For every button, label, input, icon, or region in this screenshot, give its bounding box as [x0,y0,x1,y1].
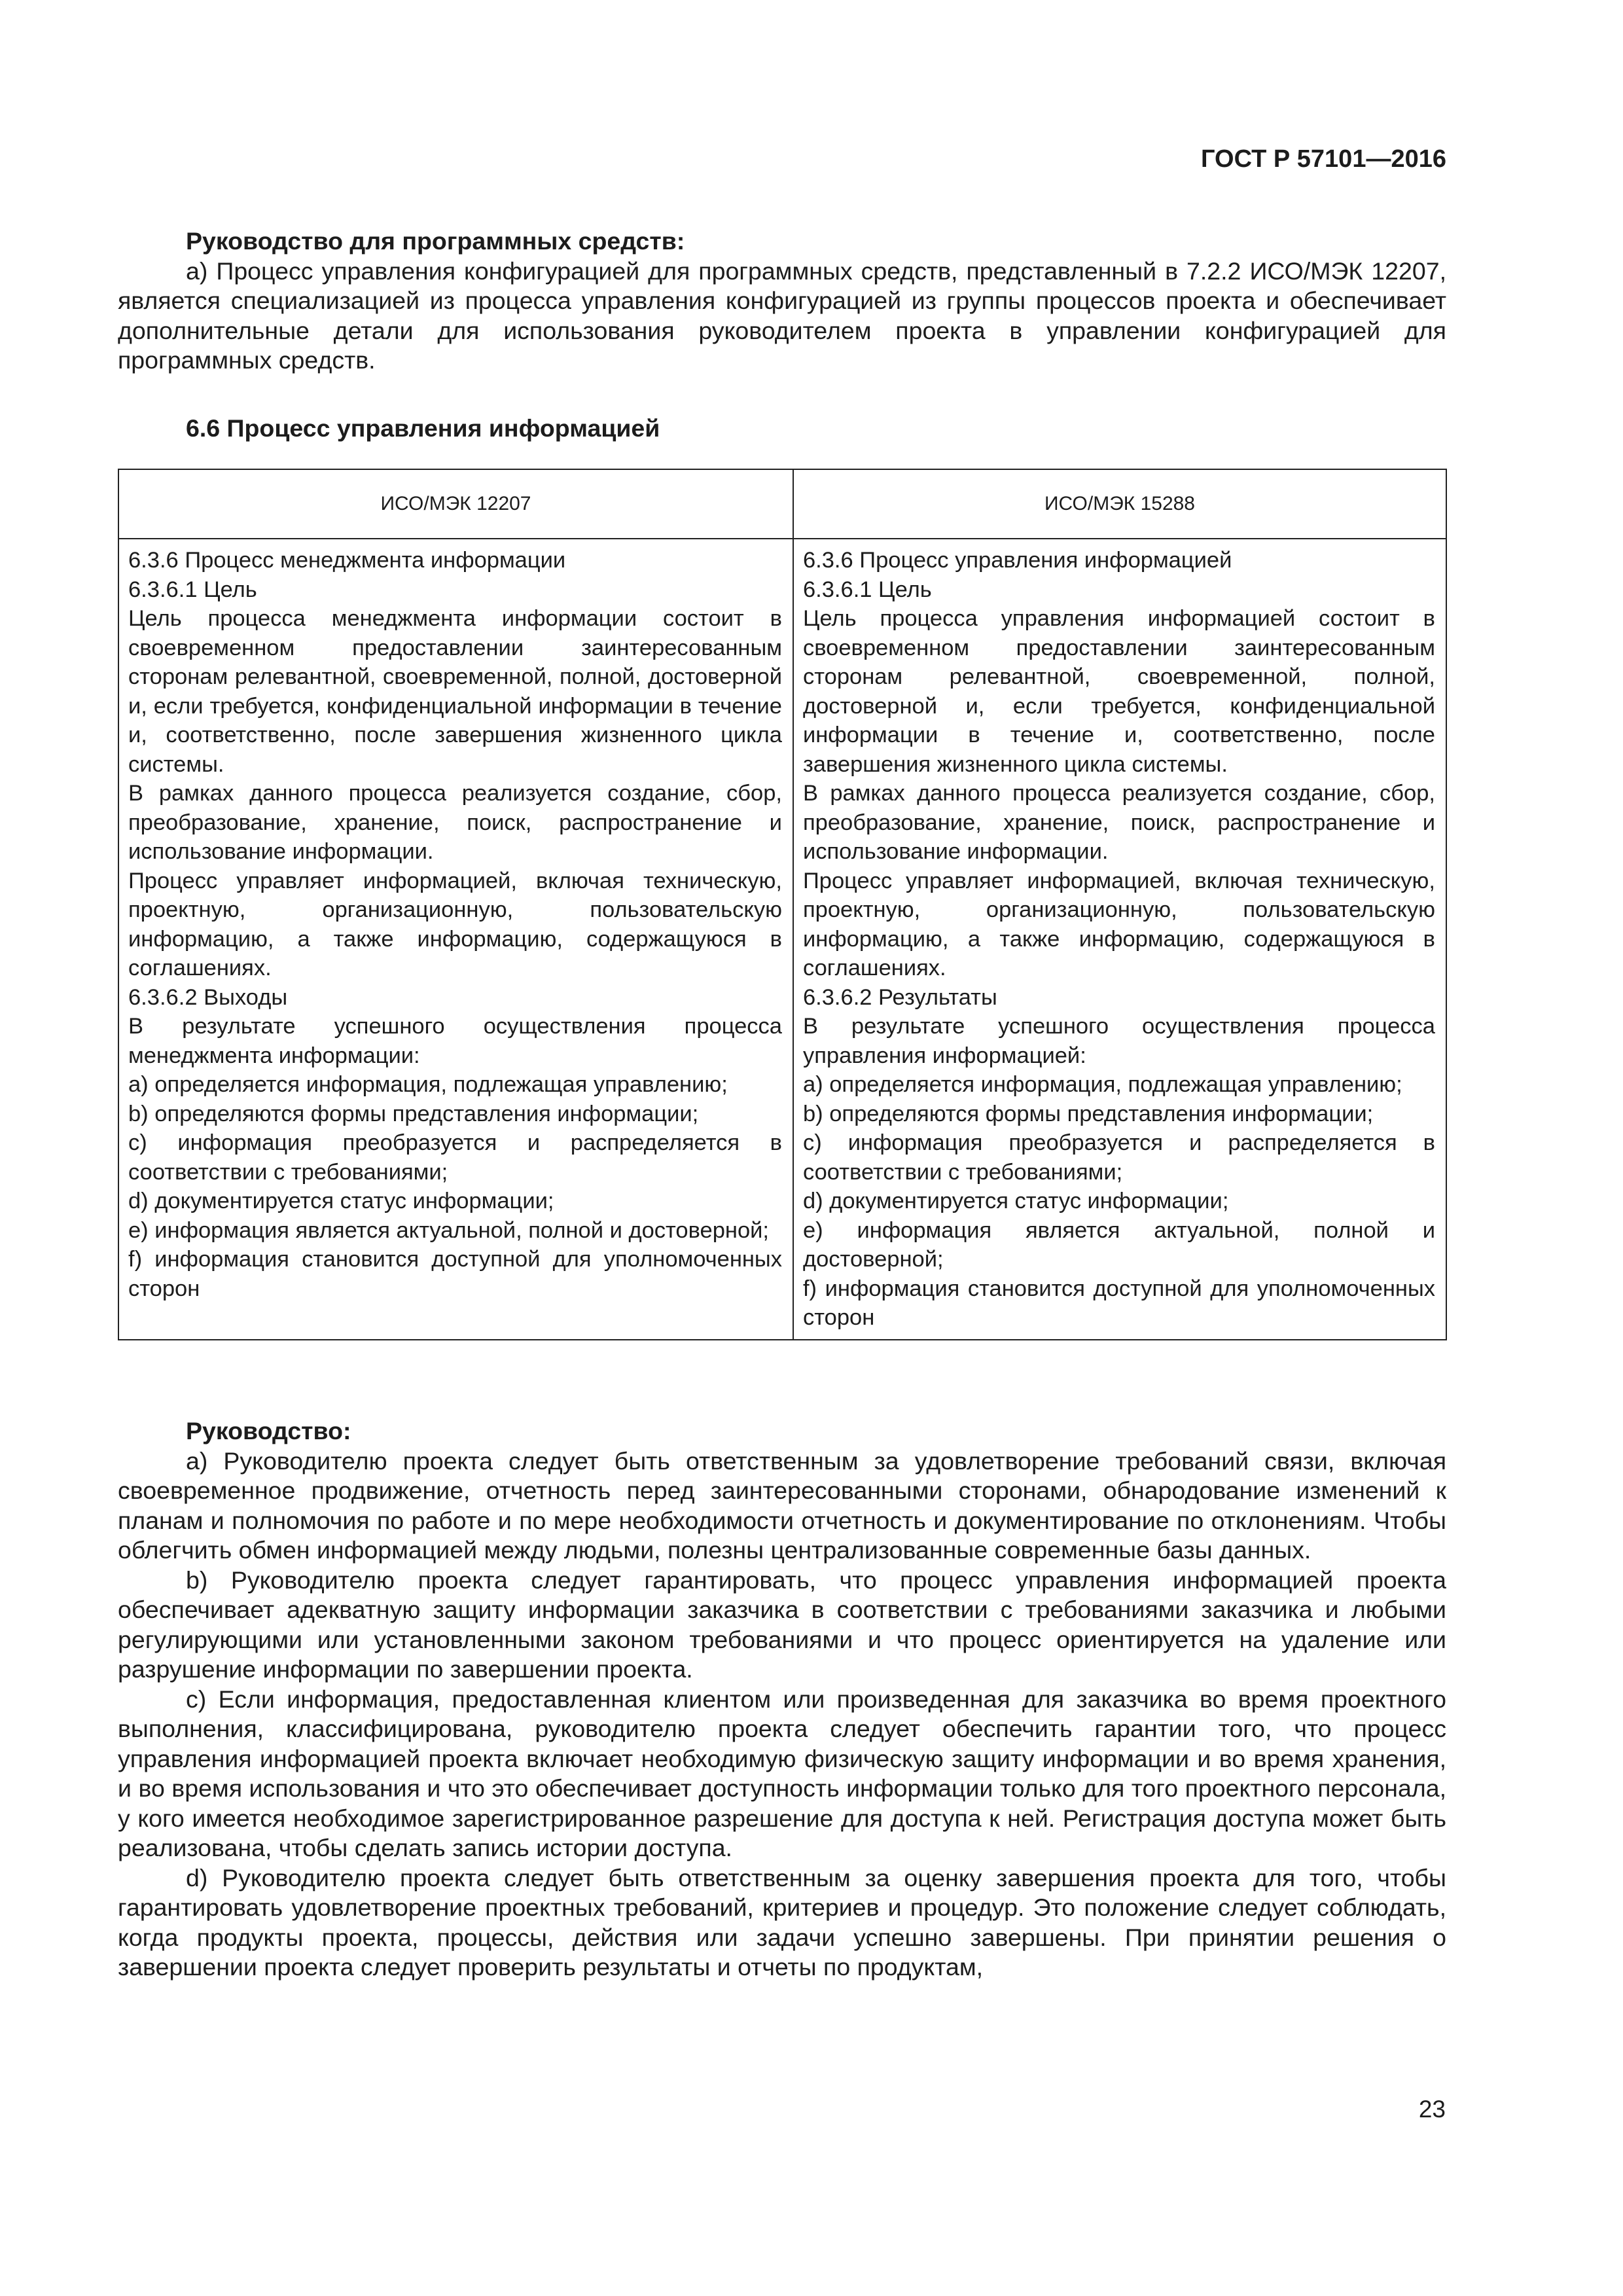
cell-line: В результате успешного осуществления процесса управления информацией: [802,1014,1435,1068]
right-cell [793,539,1446,1340]
comparison-table [118,469,1447,1340]
cell-line: b) определяются формы представления информации; [128,1101,699,1126]
software-guidance-title: Руководство для программных средств: [186,227,685,255]
guidance-item-b: b) Руководителю проекта следует гарантировать, что процесс управления информацией проекта обеспечивает адекватную защиту информации заказчика в соответствии с требованиями заказчика и любыми регулирующими или установленными законом требованиями и что процесс ориентируется на удаление или разрушение информации по завершении проекта. [118,1566,1446,1683]
cell-line: f) информация становится доступной для уполномоченных сторон [128,1247,782,1301]
cell-line: Процесс управляет информацией, включая техническую, проектную, организационную, пользовательскую информацию, а также информацию, содержащуюся в соглашениях. [802,868,1435,980]
cell-line: d) документируется статус информации; [128,1189,554,1213]
document-code: ГОСТ Р 57101—2016 [1201,145,1446,173]
cell-line: В результате успешного осуществления процесса менеджмента информации: [128,1014,782,1068]
cell-line: a) определяется информация, подлежащая управлению; [802,1072,1402,1097]
cell-line: 6.3.6.1 Цель [802,577,932,602]
cell-line: 6.3.6.2 Выходы [128,984,288,1010]
cell-line: 6.3.6.2 Результаты [802,984,997,1010]
guidance [118,1416,1446,1982]
cell-line: В рамках данного процесса реализуется создание, сбор, преобразование, хранение, поиск, распространение и использование информации. [128,781,782,864]
cell-line: c) информация преобразуется и распределяется в соответствии с требованиями; [128,1130,782,1185]
cell-line: В рамках данного процесса реализуется создание, сбор, преобразование, хранение, поиск, распространение и использование информации. [802,781,1435,864]
page-number: 23 [1418,2096,1446,2123]
table-row [118,539,1446,1340]
cell-line: 6.3.6.1 Цель [128,577,257,602]
section-title: 6.6 Процесс управления информацией [186,414,660,442]
software-guidance [118,226,1446,376]
guidance-item-c: c) Если информация, предоставленная клиентом или произведенная для заказчика во время проектного выполнения, классифицирована, руководителю проекта следует обеспечить гарантии того, что процесс управления информацией проекта включает необходимую физическую защиту информации и во время хранения, и во время использования и что это обеспечивает доступность информации только для того проектного персонала, у кого имеется необходимое зарегистрированное разрешение для доступа к ней. Регистрация доступа может быть реализована, чтобы сделать запись истории доступа. [118,1685,1446,1861]
cell-line: a) определяется информация, подлежащая управлению; [128,1072,728,1097]
software-guidance-item-a: а) Процесс управления конфигурацией для программных средств, представленный в 7.2.2 ИСО/МЭК 12207, является специализацией из процесса управления конфигурацией из группы процессов проекта и обеспечивает дополнительные детали для использования руководителем проекта в управлении конфигурацией для программных средств. [118,257,1446,374]
cell-line: Процесс управляет информацией, включая техническую, проектную, организационную, пользовательскую информацию, а также информацию, содержащуюся в соглашениях. [128,868,782,980]
column-header: ИСО/МЭК 15288 [793,469,1446,539]
cell-line: f) информация становится доступной для уполномоченных сторон [802,1276,1435,1330]
guidance-title: Руководство: [186,1417,351,1444]
cell-line: Цель процесса менеджмента информации состоит в своевременном предоставлении заинтересованным сторонам релевантной, своевременной, полной, достоверной и, если требуется, конфиденциальной информации в течение и, соответственно, после завершения жизненного цикла системы. [128,606,782,777]
cell-line: Цель процесса управления информацией состоит в своевременном предоставлении заинтересованным сторонам релевантной, своевременной, полной, достоверной и, если требуется, конфиденциальной информации в течение и, соответственно, после завершения жизненного цикла системы. [802,606,1435,777]
cell-line: 6.3.6 Процесс управления информацией [802,548,1232,573]
cell-line: d) документируется статус информации; [802,1189,1229,1213]
left-cell [118,539,793,1340]
table-header-row [118,469,1446,539]
cell-line: 6.3.6 Процесс менеджмента информации [128,548,566,573]
guidance-item-a: а) Руководителю проекта следует быть ответственным за удовлетворение требований связи, включая своевременное продвижение, отчетность перед заинтересованными сторонами, обнародование изменений к планам и полномочия по работе и по мере необходимости отчетность и документирование по отклонениям. Чтобы облегчить обмен информацией между людьми, полезны централизованные современные базы данных. [118,1446,1446,1564]
cell-line: e) информация является актуальной, полной и достоверной; [802,1217,1435,1272]
cell-line: c) информация преобразуется и распределяется в соответствии с требованиями; [802,1130,1435,1185]
cell-line: e) информация является актуальной, полной и достоверной; [128,1217,770,1243]
guidance-item-d: d) Руководителю проекта следует быть ответственным за оценку завершения проекта для того, чтобы гарантировать удовлетворение проектных требований, критериев и процедур. Это положение следует соблюдать, когда продукты проекта, процессы, действия или задачи успешно завершены. При принятии решения о завершении проекта следует проверить результаты и отчеты по продуктам, [118,1863,1446,1981]
column-header: ИСО/МЭК 12207 [118,469,793,539]
cell-line: b) определяются формы представления информации; [802,1101,1374,1126]
section [118,414,1446,444]
